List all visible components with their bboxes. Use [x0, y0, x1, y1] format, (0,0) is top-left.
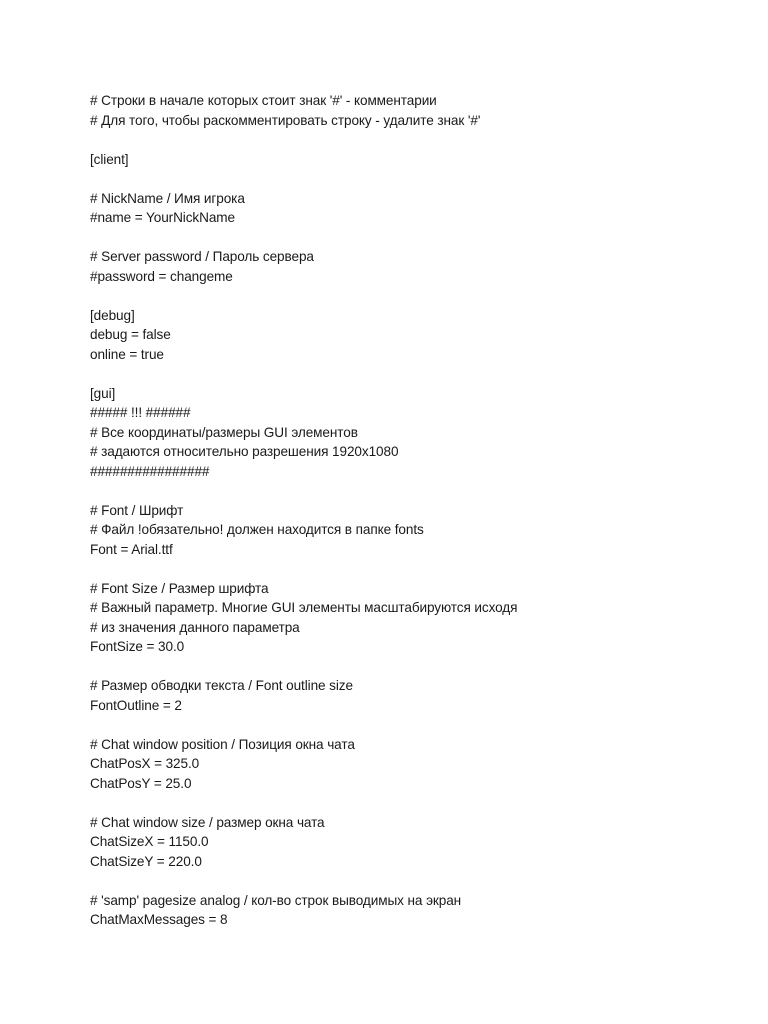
blank-line [90, 559, 730, 579]
blank-line [90, 481, 730, 501]
comment-line: # Файл !обязательно! должен находится в папке fonts [90, 522, 424, 537]
blank-line [90, 715, 730, 735]
setting-line: ChatPosY = 25.0 [90, 775, 192, 791]
setting-line: Font = Arial.ttf [90, 541, 173, 557]
setting-line: ChatPosX = 325.0 [90, 756, 200, 771]
comment-line: # NickName / Имя игрока [90, 190, 245, 206]
comment-line: # Font Size / Размер шрифта [90, 580, 269, 596]
blank-line [90, 286, 730, 306]
section-header: [gui] [90, 385, 116, 401]
blank-line [90, 169, 730, 189]
comment-line: # Chat window size / размер окна чата [90, 814, 325, 830]
comment-line: # из значения данного параметра [90, 619, 300, 635]
setting-line: ChatSizeY = 220.0 [90, 853, 202, 869]
comment-line: # задаются относительно разрешения 1920x1080 [90, 444, 399, 459]
blank-line [90, 657, 730, 677]
blank-line [90, 130, 730, 150]
comment-line: # Font / Шрифт [90, 502, 184, 518]
comment-line: # Chat window position / Позиция окна чата [90, 736, 355, 752]
blank-line [90, 228, 730, 248]
blank-line [90, 364, 730, 384]
blank-line [90, 793, 730, 813]
setting-line: FontOutline = 2 [90, 697, 182, 713]
comment-line: # Строки в начале которых стоит знак '#' - комментарии [90, 93, 437, 108]
blank-line [90, 871, 730, 891]
comment-line: # Важный параметр. Многие GUI элементы масштабируются исходя [90, 600, 518, 615]
comment-line: # Все координаты/размеры GUI элементов [90, 424, 358, 440]
section-header: [client] [90, 151, 129, 167]
setting-line: ChatMaxMessages = 8 [90, 912, 228, 927]
comment-line: ##### !!! ###### [90, 405, 191, 420]
section-header: [debug] [90, 307, 135, 323]
setting-line: #name = YourNickName [90, 210, 235, 225]
comment-line: # 'samp' pagesize analog / кол-во строк выводимых на экран [90, 892, 462, 908]
comment-line: ################ [90, 463, 210, 479]
comment-line: # Server password / Пароль сервера [90, 249, 314, 264]
setting-line: ChatSizeX = 1150.0 [90, 834, 209, 849]
comment-line: # Размер обводки текста / Font outline size [90, 678, 353, 693]
setting-line: online = true [90, 346, 164, 362]
config-document [90, 91, 730, 930]
setting-line: debug = false [90, 327, 171, 342]
comment-line: # Для того, чтобы раскомментировать строку - удалите знак '#' [90, 112, 481, 128]
setting-line: FontSize = 30.0 [90, 639, 185, 654]
setting-line: #password = changeme [90, 268, 233, 284]
